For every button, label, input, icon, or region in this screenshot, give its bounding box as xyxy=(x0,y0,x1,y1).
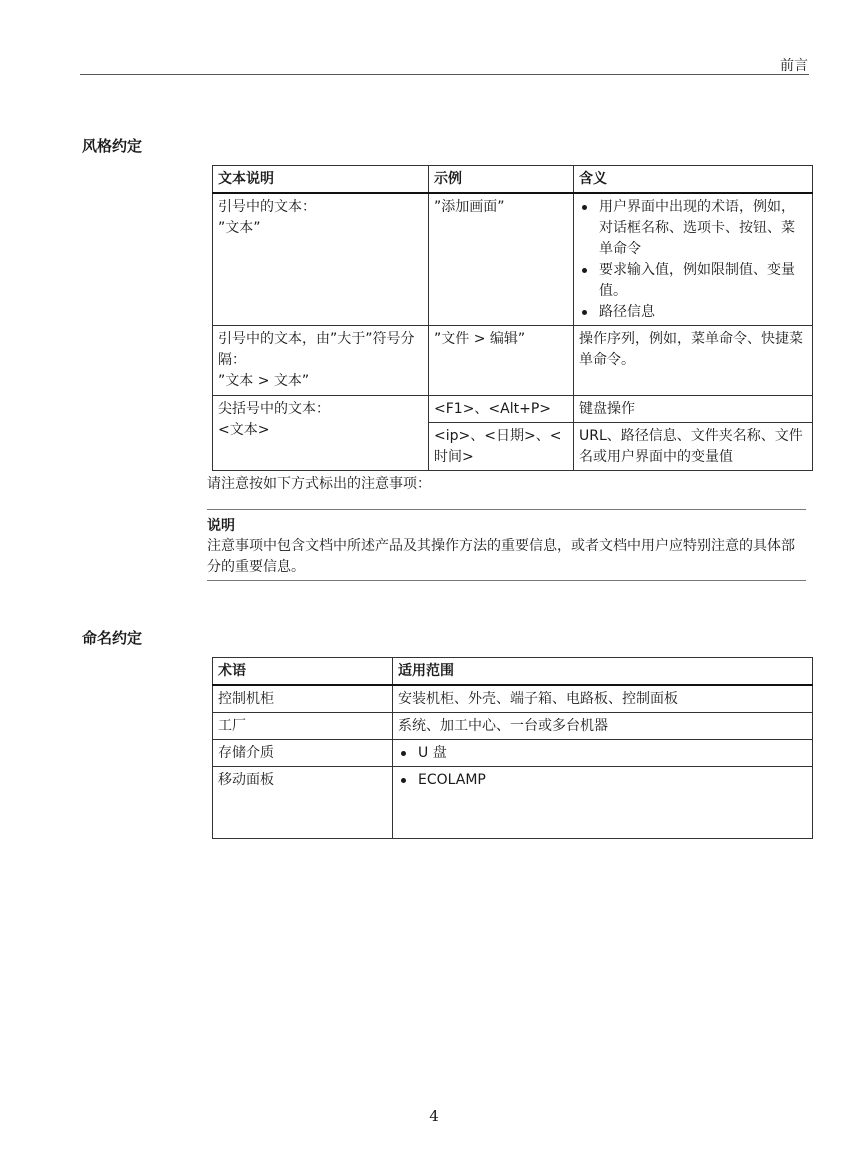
table-cell xyxy=(393,740,813,767)
naming-conventions-table xyxy=(212,657,813,839)
table-row xyxy=(213,396,813,423)
table-cell: 控制机柜 xyxy=(213,685,393,713)
notice-intro-text: 请注意按如下方式标出的注意事项： xyxy=(207,476,431,492)
column-header: 术语 xyxy=(213,658,393,686)
table-cell: ”文件 > 编辑” xyxy=(429,326,574,396)
table-cell: ”添加画面” xyxy=(429,193,574,326)
table-cell: 系统、加工中心、一台或多台机器 xyxy=(393,713,813,740)
list-item: 路径信息 xyxy=(579,302,807,323)
table-cell xyxy=(213,326,429,396)
cell-text: 引号中的文本，由”大于”符号分隔： xyxy=(218,331,415,368)
column-header: 示例 xyxy=(429,166,574,194)
table-row xyxy=(213,740,813,767)
cell-text: 尖括号中的文本： xyxy=(218,401,330,417)
table-cell: 安装机柜、外壳、端子箱、电路板、控制面板 xyxy=(393,685,813,713)
column-header: 适用范围 xyxy=(393,658,813,686)
page-number: 4 xyxy=(429,1107,439,1125)
bullet-list xyxy=(579,197,807,323)
table-row xyxy=(213,326,813,396)
table-cell xyxy=(213,193,429,326)
table-cell xyxy=(574,193,813,326)
table-cell xyxy=(213,396,429,471)
table-cell: 工厂 xyxy=(213,713,393,740)
table-cell: 键盘操作 xyxy=(574,396,813,423)
table-row xyxy=(213,685,813,713)
column-header: 文本说明 xyxy=(213,166,429,194)
style-conventions-table xyxy=(212,165,813,471)
table-header-row xyxy=(213,658,813,686)
table-cell: 移动面板 xyxy=(213,767,393,839)
header-divider xyxy=(80,74,809,75)
table-cell: 操作序列，例如，菜单命令、快捷菜单命令。 xyxy=(574,326,813,396)
notice-box xyxy=(207,509,806,581)
table-cell: <F1>、<Alt+P> xyxy=(429,396,574,423)
bullet-list xyxy=(398,743,807,764)
table-row xyxy=(213,713,813,740)
style-conventions-heading: 风格约定 xyxy=(82,137,143,155)
notice-text: 注意事项中包含文档中所述产品及其操作方法的重要信息，或者文档中用户应特别注意的具体部分的重要信息。 xyxy=(207,538,795,575)
column-header: 含义 xyxy=(574,166,813,194)
table-cell: URL、路径信息、文件夹名称、文件名或用户界面中的变量值 xyxy=(574,423,813,471)
cell-text: 引号中的文本： xyxy=(218,199,316,215)
cell-text: <文本> xyxy=(218,422,270,438)
running-header-title: 前言 xyxy=(780,58,808,74)
cell-text: ”文本” xyxy=(218,220,261,236)
list-item: 要求输入值，例如限制值、变量值。 xyxy=(579,260,807,302)
table-row xyxy=(213,193,813,326)
table-row xyxy=(213,767,813,839)
bullet-list xyxy=(398,770,807,791)
list-item: U 盘 xyxy=(398,743,807,764)
table-cell: 存储介质 xyxy=(213,740,393,767)
table-header-row xyxy=(213,166,813,194)
list-item: 用户界面中出现的术语，例如，对话框名称、选项卡、按钮、菜单命令 xyxy=(579,197,807,260)
table-cell: <ip>、<日期>、<时间> xyxy=(429,423,574,471)
cell-text: ”文本 > 文本” xyxy=(218,373,310,389)
notice-title: 说明 xyxy=(207,518,235,534)
list-item: ECOLAMP xyxy=(398,770,807,791)
table-cell xyxy=(393,767,813,839)
naming-conventions-heading: 命名约定 xyxy=(82,629,143,647)
